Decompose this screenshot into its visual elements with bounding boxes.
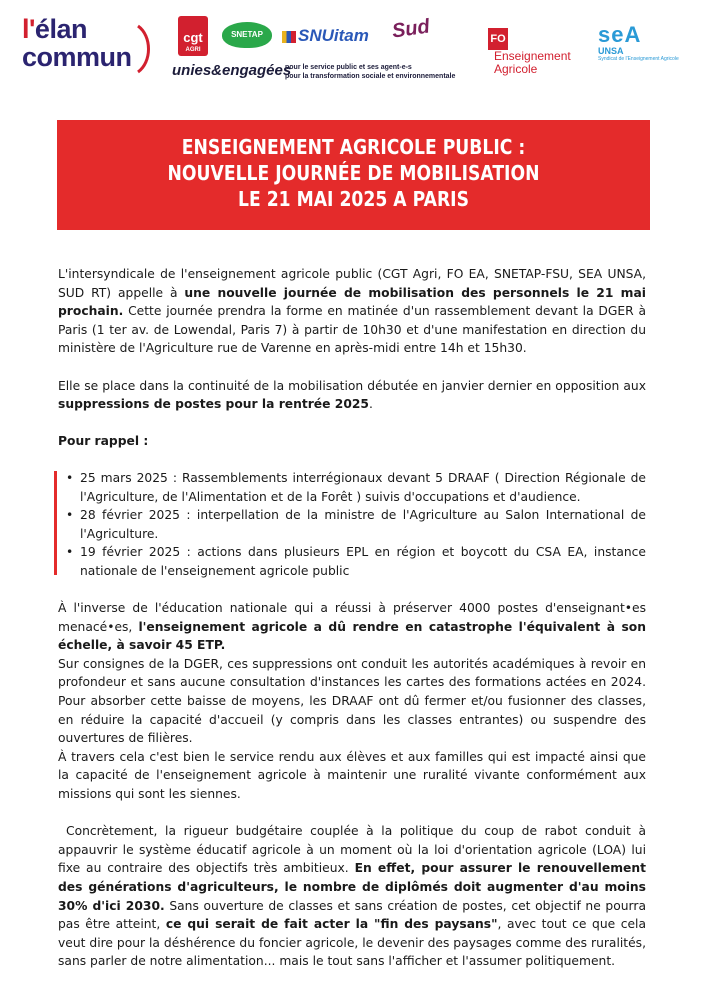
paragraph-continuity: Elle se place dans la continuité de la mobilisation débutée en janvier dernier en opposition aux suppressions de postes pour la rentrée 2025. [58, 378, 646, 412]
flag-icon [282, 31, 296, 43]
paragraph-education: À l'inverse de l'éducation nationale qui a réussi à préserver 4000 postes d'enseignant•es menacé•es, l'enseignement agricole a dû rendre en catastrophe l'équivalent à son échelle, à savoir 45 ETP. [58, 601, 646, 653]
paragraph-dger: Sur consignes de la DGER, ces suppressions ont conduit les autorités académiques à revoir en profondeur et sans aucune consultation d'instances les cartes des formations actées en 2024. Pour absorber cette baisse de moyens, les DRAAF ont dû fermer et/ou fusionner des classes, en réduire la capacité d'accueil (y compris dans les classes entrantes) ou suspendre des ouvertures de filières. [58, 656, 646, 746]
unies-engagees: unies&engagées [172, 62, 292, 79]
sea-unsa-logo [598, 22, 688, 62]
paragraph-service: À travers cela c'est bien le service rendu aux élèves et aux familles qui est impacté ainsi que la capacité de l'enseignement agricole à maintenir une ruralité vivante conformément aux missions qui sont les siennes. [58, 749, 646, 802]
snuitam-logo [282, 26, 369, 46]
title-line1: ENSEIGNEMENT AGRICOLE PUBLIC : [181, 135, 526, 159]
elan-commun-logo [22, 14, 152, 76]
paragraph-concretement: Concrètement, la rigueur budgétaire couplée à la politique du coup de rabot conduit à appauvrir le système éducatif agricole à un moment où la loi d'orientation agricole (LOA) lui fixe au contraire des objectifs très ambitieux. En effet, pour assurer le renouvellement des générations d'agriculteurs, le nombre de diplômés doit augmenter d'au moins 30% d'ici 2030. Sans ouverture de classes et sans création de postes, cet objectif ne pourra pas être atteint, ce qui serait de fait acter la "fin des paysans", avec tout ce que cela veut dire pour la déshérence du foncier agricole, le devenir des paysages comme des ruralités, sans parler de notre alimentation... mais le tout sans l'afficher et l'assumer politiquement. [58, 824, 647, 969]
unies-subtitle: pour le service public et ses agent-e-s pour la transformation sociale et environnementale [285, 64, 456, 80]
list-item: • 25 mars 2025 : Rassemblements interrégionaux devant 5 DRAAF ( Direction Régionale de l'Agriculture, de l'Alimentation et de la Forêt ) suivis d'occupations et d'audience. [66, 470, 646, 504]
fo-badge: FO [488, 28, 508, 50]
rappel-list [58, 469, 646, 581]
elan-accent: l' [22, 14, 35, 44]
title-line3: LE 21 MAI 2025 A PARIS [238, 187, 469, 211]
title-line2: NOUVELLE JOURNÉE DE MOBILISATION [167, 161, 540, 185]
sea-unsa: UNSA [598, 46, 624, 56]
title-banner [57, 120, 650, 230]
list-item: • 19 février 2025 : actions dans plusieurs EPL en région et boycott du CSA EA, instance nationale de l'enseignement agricole public [66, 545, 646, 578]
header-logos [0, 0, 707, 95]
snetap-label: SNETAP [231, 30, 263, 39]
elan-line2: commun [22, 42, 132, 72]
red-bar [54, 471, 57, 575]
elan-line1: élan [34, 14, 87, 44]
sea-sub: Syndicat de l'Enseignement Agricole [598, 56, 679, 62]
rappel-heading: Pour rappel : [58, 434, 149, 449]
cgt-label: cgt [183, 30, 203, 45]
sea-main: seA [598, 22, 642, 47]
bullet-icon: • [66, 470, 74, 485]
list-item: • 28 février 2025 : interpellation de la ministre de l'Agriculture au Salon International de l'Agriculture. [66, 508, 646, 541]
cgt-sub: AGRI [185, 47, 201, 53]
cgt-agri-logo [178, 16, 208, 56]
body-content [58, 265, 646, 971]
sud-label: Sud [390, 15, 432, 43]
snu-label: SNUitam [298, 26, 369, 45]
bullet-icon: • [66, 508, 74, 523]
bullet-icon: • [66, 545, 74, 560]
snetap-logo [222, 22, 272, 48]
swoosh-icon [134, 24, 154, 74]
sud-logo [391, 15, 432, 43]
fo-text: Enseignement Agricole [494, 49, 571, 76]
paragraph-intro: L'intersyndicale de l'enseignement agricole public (CGT Agri, FO EA, SNETAP-FSU, SEA UNSA, SUD RT) appelle à une nouvelle journée de mobilisation des personnels le 21 mai prochain. Cette journée prendra la forme en matinée d'un rassemblement devant la DGER à Paris (1 ter av. de Lowendal, Paris 7) à partir de 10h30 et d'une manifestation en direction du ministère de l'Agriculture rue de Varenne en après-midi entre 14h et 15h30. [58, 267, 646, 356]
